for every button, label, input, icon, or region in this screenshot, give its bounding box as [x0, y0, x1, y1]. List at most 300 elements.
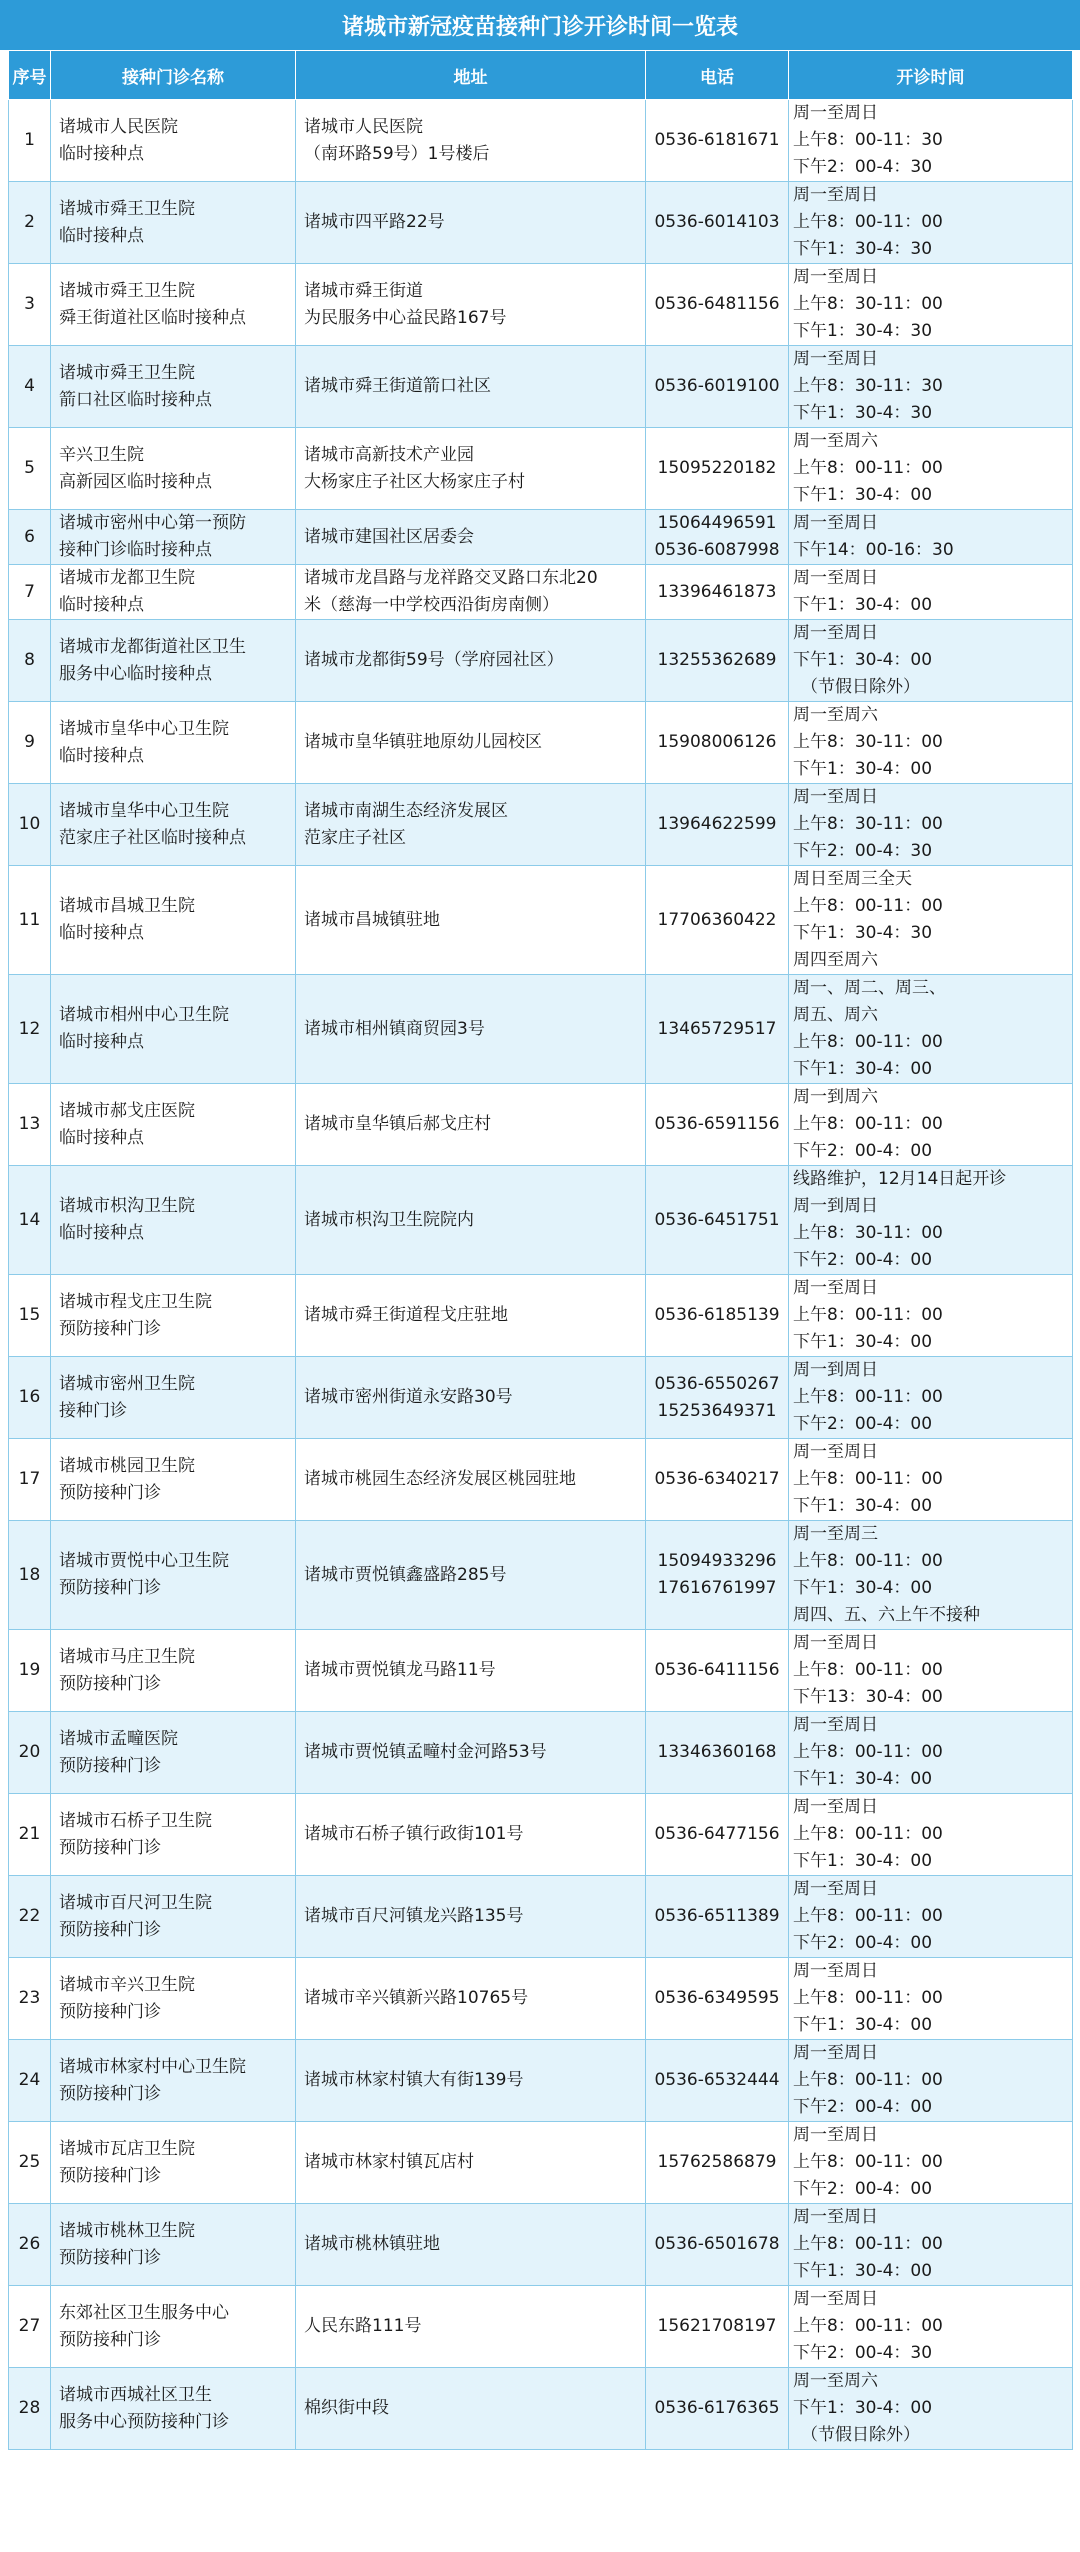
hours-line: 下午1：30-4：00: [793, 1496, 933, 1516]
address-line: 诸城市人民医院: [304, 116, 423, 137]
phone-line: 0536-6185139: [654, 1305, 780, 1325]
clinic-name-line: 服务中心临时接种点: [59, 663, 212, 684]
address-line: 诸城市贾悦镇龙马路11号: [304, 1660, 496, 1680]
clinic-name: [51, 1084, 296, 1166]
address-line: 诸城市昌城镇驻地: [304, 909, 440, 930]
address-line: 诸城市桃林镇驻地: [304, 2234, 440, 2254]
row-number: 26: [9, 2204, 51, 2286]
phone-line: 0536-6349595: [654, 1988, 780, 2008]
clinic-phone: [646, 1958, 789, 2040]
clinic-name: [51, 2040, 296, 2122]
clinic-address: [296, 866, 646, 975]
clinic-name: [51, 702, 296, 784]
hours-line: 下午2：00-4：00: [793, 1141, 933, 1161]
row-number: 21: [9, 1794, 51, 1876]
clinic-hours: [789, 428, 1073, 510]
clinic-name-line: 预防接种门诊: [59, 1673, 161, 1694]
hours-line: 下午2：00-4：00: [793, 1933, 933, 1953]
clinic-name-line: 临时接种点: [59, 1223, 144, 1243]
clinic-phone: [646, 2204, 789, 2286]
hours-line: 周一至周日: [793, 1442, 878, 1462]
clinic-name-line: 预防接种门诊: [59, 1578, 161, 1598]
table-row: [9, 1712, 1073, 1794]
row-number: 2: [9, 182, 51, 264]
address-line: 诸城市高新技术产业园: [304, 444, 474, 465]
clinic-name: [51, 2368, 296, 2450]
clinic-name: [51, 2122, 296, 2204]
address-line: 诸城市石桥子镇行政街101号: [304, 1824, 524, 1844]
phone-line: 15253649371: [657, 1400, 777, 1421]
hours-line: 下午1：30-4：00: [793, 595, 933, 615]
clinic-phone: [646, 2040, 789, 2122]
clinic-name: [51, 1630, 296, 1712]
clinic-address: [296, 1630, 646, 1712]
clinic-name: [51, 346, 296, 428]
phone-line: 15095220182: [657, 458, 777, 478]
clinic-phone: [646, 1876, 789, 1958]
clinic-hours: [789, 2286, 1073, 2368]
table-row: [9, 100, 1073, 182]
hours-line: 上午8：00-11：30: [793, 130, 943, 150]
phone-line: 15621708197: [657, 2316, 777, 2336]
address-line: 诸城市贾悦镇鑫盛路285号: [304, 1564, 507, 1585]
table-row: [9, 428, 1073, 510]
phone-line: 0536-6014103: [654, 212, 780, 232]
address-line: 诸城市枳沟卫生院院内: [304, 1209, 474, 1230]
clinic-name-line: 诸城市百尺河卫生院: [59, 1892, 212, 1913]
row-number: 4: [9, 346, 51, 428]
clinic-name: [51, 182, 296, 264]
clinic-hours: [789, 1521, 1073, 1630]
address-line: 诸城市皇华镇驻地原幼儿园校区: [304, 732, 542, 752]
row-number: 17: [9, 1439, 51, 1521]
clinic-name-line: 诸城市相州中心卫生院: [59, 1005, 229, 1025]
hours-line: 周一至周日: [793, 1961, 878, 1981]
clinic-hours: [789, 1357, 1073, 1439]
phone-line: 0536-6087998: [654, 540, 780, 560]
header-name: 接种门诊名称: [51, 51, 296, 100]
clinic-hours: [789, 565, 1073, 620]
clinic-name-line: 诸城市程戈庄卫生院: [59, 1291, 212, 1312]
table-row: [9, 2368, 1073, 2450]
clinic-phone: [646, 1630, 789, 1712]
phone-line: 0536-6477156: [654, 1824, 780, 1844]
hours-line: 下午1：30-4：30: [793, 403, 933, 423]
hours-line: 上午8：00-11：00: [793, 212, 943, 232]
clinic-address: [296, 428, 646, 510]
clinic-address: [296, 2040, 646, 2122]
table-row: [9, 975, 1073, 1084]
clinic-name-line: 接种门诊临时接种点: [59, 540, 212, 560]
clinic-address: [296, 1084, 646, 1166]
hours-line: 下午1：30-4：00: [793, 1769, 933, 1789]
hours-line: （节假日除外）: [801, 2425, 920, 2445]
clinic-phone: [646, 975, 789, 1084]
phone-line: 0536-6481156: [654, 294, 780, 314]
header-phone: 电话: [646, 51, 789, 100]
phone-line: 13964622599: [657, 814, 777, 834]
clinic-name: [51, 1439, 296, 1521]
clinic-hours: [789, 1876, 1073, 1958]
clinic-phone: [646, 2368, 789, 2450]
hours-line: 下午1：30-4：30: [793, 321, 933, 341]
hours-line: 下午14：00-16：30: [793, 540, 954, 560]
clinic-address: [296, 100, 646, 182]
clinic-table: [8, 50, 1073, 2450]
hours-line: 周一至周日: [793, 349, 878, 369]
clinic-address: [296, 620, 646, 702]
clinic-hours: [789, 346, 1073, 428]
clinic-address: [296, 264, 646, 346]
hours-line: 周一至周日: [793, 787, 878, 807]
clinic-phone: [646, 510, 789, 565]
clinic-name-line: 预防接种门诊: [59, 1482, 161, 1503]
clinic-name-line: 诸城市枳沟卫生院: [59, 1196, 195, 1216]
phone-line: 0536-6411156: [654, 1660, 780, 1680]
address-line: 诸城市百尺河镇龙兴路135号: [304, 1906, 524, 1926]
hours-line: 周一至周日: [793, 1715, 878, 1735]
hours-line: 上午8：30-11：00: [793, 732, 943, 752]
hours-line: 下午13：30-4：00: [793, 1687, 943, 1707]
clinic-name: [51, 1876, 296, 1958]
address-line: 诸城市皇华镇后郝戈庄村: [304, 1114, 491, 1134]
hours-line: 周一至周日: [793, 2043, 878, 2063]
clinic-name-line: 预防接种门诊: [59, 1837, 161, 1858]
header-row: [9, 51, 1073, 100]
table-row: [9, 2122, 1073, 2204]
table-row: [9, 1357, 1073, 1439]
hours-line: 周一至周日: [793, 1278, 878, 1298]
address-line: 诸城市南湖生态经济发展区: [304, 800, 508, 821]
clinic-name-line: 预防接种门诊: [59, 1318, 161, 1339]
clinic-phone: [646, 702, 789, 784]
row-number: 1: [9, 100, 51, 182]
clinic-name: [51, 510, 296, 565]
hours-line: 下午1：30-4：00: [793, 1578, 933, 1598]
clinic-address: [296, 565, 646, 620]
clinic-name-line: 诸城市瓦店卫生院: [59, 2138, 195, 2159]
clinic-address: [296, 1439, 646, 1521]
clinic-phone: [646, 2286, 789, 2368]
table-row: [9, 182, 1073, 264]
hours-line: 周一至周日: [793, 185, 878, 205]
clinic-name-line: 临时接种点: [59, 923, 144, 943]
table-row: [9, 1630, 1073, 1712]
clinic-name-line: 诸城市桃林卫生院: [59, 2220, 195, 2241]
header-no: 序号: [9, 51, 51, 100]
clinic-hours: [789, 866, 1073, 975]
clinic-name-line: 诸城市郝戈庄医院: [59, 1100, 195, 1121]
hours-line: 下午2：00-4：30: [793, 157, 933, 177]
hours-line: 下午1：30-4：00: [793, 2015, 933, 2035]
clinic-phone: [646, 620, 789, 702]
phone-line: 15762586879: [657, 2152, 777, 2172]
clinic-name: [51, 2204, 296, 2286]
table-row: [9, 866, 1073, 975]
clinic-name-line: 诸城市舜王卫生院: [59, 198, 195, 219]
clinic-name: [51, 2286, 296, 2368]
hours-line: 上午8：30-11：00: [793, 814, 943, 834]
hours-line: 上午8：00-11：00: [793, 1742, 943, 1762]
phone-line: 15908006126: [657, 732, 777, 752]
clinic-name-line: 诸城市人民医院: [59, 116, 178, 137]
row-number: 16: [9, 1357, 51, 1439]
address-line: 诸城市贾悦镇孟疃村金河路53号: [304, 1742, 547, 1762]
phone-line: 13255362689: [657, 650, 777, 670]
clinic-hours: [789, 784, 1073, 866]
table-row: [9, 1439, 1073, 1521]
row-number: 24: [9, 2040, 51, 2122]
hours-line: 下午1：30-4：00: [793, 1851, 933, 1871]
clinic-address: [296, 784, 646, 866]
table-row: [9, 1876, 1073, 1958]
clinic-address: [296, 1794, 646, 1876]
hours-line: 下午1：30-4：00: [793, 759, 933, 779]
row-number: 11: [9, 866, 51, 975]
row-number: 20: [9, 1712, 51, 1794]
phone-line: 0536-6019100: [654, 376, 780, 396]
address-line: 大杨家庄子社区大杨家庄子村: [304, 471, 525, 492]
row-number: 3: [9, 264, 51, 346]
hours-line: 周一至周日: [793, 623, 878, 643]
clinic-name-line: 预防接种门诊: [59, 2083, 161, 2104]
clinic-name-line: 预防接种门诊: [59, 1755, 161, 1776]
clinic-address: [296, 1357, 646, 1439]
hours-line: 上午8：00-11：00: [793, 896, 943, 916]
clinic-name-line: 诸城市舜王卫生院: [59, 362, 195, 383]
clinic-name: [51, 1712, 296, 1794]
clinic-phone: [646, 565, 789, 620]
hours-line: 上午8：30-11：30: [793, 376, 943, 396]
hours-line: 下午2：00-4：00: [793, 2179, 933, 2199]
hours-line: 下午2：00-4：00: [793, 2097, 933, 2117]
clinic-address: [296, 510, 646, 565]
address-line: 诸城市舜王街道: [304, 280, 423, 301]
phone-line: 17706360422: [657, 909, 777, 930]
hours-line: 下午1：30-4：00: [793, 1059, 933, 1079]
address-line: 诸城市舜王街道程戈庄驻地: [304, 1305, 508, 1325]
address-line: 为民服务中心益民路167号: [304, 307, 507, 328]
phone-line: 0536-6451751: [654, 1209, 780, 1230]
clinic-name-line: 诸城市密州卫生院: [59, 1373, 195, 1394]
clinic-name: [51, 100, 296, 182]
hours-line: 上午8：00-11：00: [793, 1305, 943, 1325]
clinic-phone: [646, 100, 789, 182]
hours-line: 周一、周二、周三、: [793, 978, 946, 998]
clinic-hours: [789, 2122, 1073, 2204]
hours-line: 周四至周六: [793, 950, 878, 970]
clinic-name: [51, 428, 296, 510]
clinic-name: [51, 866, 296, 975]
clinic-name-line: 预防接种门诊: [59, 2001, 161, 2022]
row-number: 12: [9, 975, 51, 1084]
clinic-hours: [789, 975, 1073, 1084]
clinic-phone: [646, 264, 789, 346]
row-number: 7: [9, 565, 51, 620]
phone-line: 0536-6501678: [654, 2234, 780, 2254]
clinic-name-line: 诸城市孟疃医院: [59, 1728, 178, 1749]
table-row: [9, 1166, 1073, 1275]
clinic-address: [296, 702, 646, 784]
table-row: [9, 2286, 1073, 2368]
clinic-name-line: 东郊社区卫生服务中心: [59, 2302, 229, 2323]
clinic-hours: [789, 620, 1073, 702]
hours-line: 上午8：00-11：00: [793, 1032, 943, 1052]
table-row: [9, 1275, 1073, 1357]
table-row: [9, 1521, 1073, 1630]
phone-line: 0536-6511389: [654, 1906, 780, 1926]
clinic-address: [296, 2286, 646, 2368]
row-number: 15: [9, 1275, 51, 1357]
clinic-hours: [789, 1166, 1073, 1275]
clinic-phone: [646, 1357, 789, 1439]
clinic-phone: [646, 784, 789, 866]
clinic-name-line: 临时接种点: [59, 595, 144, 615]
hours-line: 周一至周日: [793, 103, 878, 123]
hours-line: 下午2：00-4：00: [793, 1250, 933, 1270]
clinic-hours: [789, 702, 1073, 784]
clinic-name: [51, 1166, 296, 1275]
hours-line: 上午8：00-11：00: [793, 2152, 943, 2172]
phone-line: 13396461873: [657, 581, 777, 602]
clinic-phone: [646, 1521, 789, 1630]
clinic-address: [296, 346, 646, 428]
hours-line: 下午1：30-4：00: [793, 485, 933, 505]
row-number: 10: [9, 784, 51, 866]
hours-line: 周一至周日: [793, 2125, 878, 2145]
clinic-hours: [789, 1712, 1073, 1794]
address-line: 诸城市建国社区居委会: [304, 526, 474, 547]
clinic-hours: [789, 2040, 1073, 2122]
row-number: 23: [9, 1958, 51, 2040]
clinic-address: [296, 2122, 646, 2204]
row-number: 9: [9, 702, 51, 784]
clinic-address: [296, 1712, 646, 1794]
clinic-name: [51, 1275, 296, 1357]
clinic-name-line: 箭口社区临时接种点: [59, 389, 212, 410]
clinic-phone: [646, 1275, 789, 1357]
hours-line: 上午8：30-11：00: [793, 294, 943, 314]
clinic-name: [51, 620, 296, 702]
hours-line: 下午2：00-4：30: [793, 2343, 933, 2363]
clinic-name-line: 预防接种门诊: [59, 1919, 161, 1940]
phone-line: 15064496591: [657, 513, 777, 533]
hours-line: 周一至周日: [793, 2289, 878, 2309]
clinic-phone: [646, 866, 789, 975]
hours-line: 下午1：30-4：00: [793, 1332, 933, 1352]
table-row: [9, 784, 1073, 866]
address-line: （南环路59号）1号楼后: [304, 143, 490, 164]
clinic-name-line: 临时接种点: [59, 1032, 144, 1052]
hours-line: 上午8：00-11：00: [793, 2234, 943, 2254]
clinic-name: [51, 784, 296, 866]
clinic-name-line: 诸城市龙都卫生院: [59, 568, 195, 588]
clinic-name: [51, 975, 296, 1084]
clinic-name-line: 诸城市西城社区卫生: [59, 2384, 212, 2405]
hours-line: 周日至周三全天: [793, 869, 912, 889]
phone-line: 15094933296: [657, 1551, 777, 1571]
hours-line: 周一至周日: [793, 2207, 878, 2227]
clinic-name: [51, 1958, 296, 2040]
clinic-name: [51, 1794, 296, 1876]
hours-line: 上午8：00-11：00: [793, 1988, 943, 2008]
hours-line: 上午8：30-11：00: [793, 1223, 943, 1243]
clinic-name: [51, 1521, 296, 1630]
clinic-address: [296, 1876, 646, 1958]
table-row: [9, 1084, 1073, 1166]
clinic-name-line: 辛兴卫生院: [59, 444, 144, 465]
clinic-name-line: 临时接种点: [59, 745, 144, 766]
clinic-name: [51, 1357, 296, 1439]
clinic-phone: [646, 1794, 789, 1876]
phone-line: 13346360168: [657, 1742, 777, 1762]
table-row: [9, 346, 1073, 428]
address-line: 诸城市四平路22号: [304, 212, 445, 232]
hours-line: 上午8：00-11：00: [793, 2316, 943, 2336]
table-row: [9, 2204, 1073, 2286]
hours-line: 周一至周日: [793, 513, 878, 533]
hours-line: 上午8：00-11：00: [793, 1469, 943, 1489]
hours-line: 下午1：30-4：00: [793, 2261, 933, 2281]
clinic-hours: [789, 1275, 1073, 1357]
clinic-phone: [646, 1712, 789, 1794]
header-hours: 开诊时间: [789, 51, 1073, 100]
clinic-address: [296, 2204, 646, 2286]
hours-line: 下午2：00-4：30: [793, 841, 933, 861]
address-line: 诸城市龙昌路与龙祥路交叉路口东北20: [304, 568, 598, 588]
clinic-name-line: 诸城市石桥子卫生院: [59, 1810, 212, 1831]
clinic-name-line: 诸城市桃园卫生院: [59, 1455, 195, 1476]
table-row: [9, 702, 1073, 784]
clinic-name-line: 诸城市昌城卫生院: [59, 896, 195, 916]
hours-line: 下午1：30-4：30: [793, 923, 933, 943]
row-number: 13: [9, 1084, 51, 1166]
hours-line: 周一至周日: [793, 1797, 878, 1817]
row-number: 22: [9, 1876, 51, 1958]
table-row: [9, 1794, 1073, 1876]
hours-line: 上午8：00-11：00: [793, 458, 943, 478]
clinic-hours: [789, 1439, 1073, 1521]
hours-line: 周一至周六: [793, 2371, 878, 2391]
clinic-name-line: 接种门诊: [59, 1400, 127, 1421]
hours-line: 周一至周日: [793, 1633, 878, 1653]
clinic-name-line: 诸城市贾悦中心卫生院: [59, 1551, 229, 1571]
phone-line: 0536-6176365: [654, 2398, 780, 2418]
hours-line: 上午8：00-11：00: [793, 1387, 943, 1407]
clinic-phone: [646, 346, 789, 428]
hours-line: 周一至周六: [793, 705, 878, 725]
hours-line: （节假日除外）: [801, 677, 920, 697]
table-row: [9, 510, 1073, 565]
clinic-name-line: 诸城市皇华中心卫生院: [59, 800, 229, 821]
clinic-address: [296, 1166, 646, 1275]
clinic-name-line: 预防接种门诊: [59, 2329, 161, 2350]
clinic-hours: [789, 1084, 1073, 1166]
header-address: 地址: [296, 51, 646, 100]
row-number: 19: [9, 1630, 51, 1712]
clinic-phone: [646, 1166, 789, 1275]
hours-line: 线路维护，12月14日起开诊: [793, 1169, 1007, 1189]
hours-line: 周一至周日: [793, 1879, 878, 1899]
clinic-name-line: 预防接种门诊: [59, 2247, 161, 2268]
clinic-name-line: 预防接种门诊: [59, 2165, 161, 2186]
hours-line: 周一至周日: [793, 267, 878, 287]
address-line: 人民东路111号: [304, 2316, 422, 2336]
page-title: 诸城市新冠疫苗接种门诊开诊时间一览表: [0, 0, 1080, 50]
row-number: 6: [9, 510, 51, 565]
clinic-hours: [789, 100, 1073, 182]
clinic-address: [296, 975, 646, 1084]
